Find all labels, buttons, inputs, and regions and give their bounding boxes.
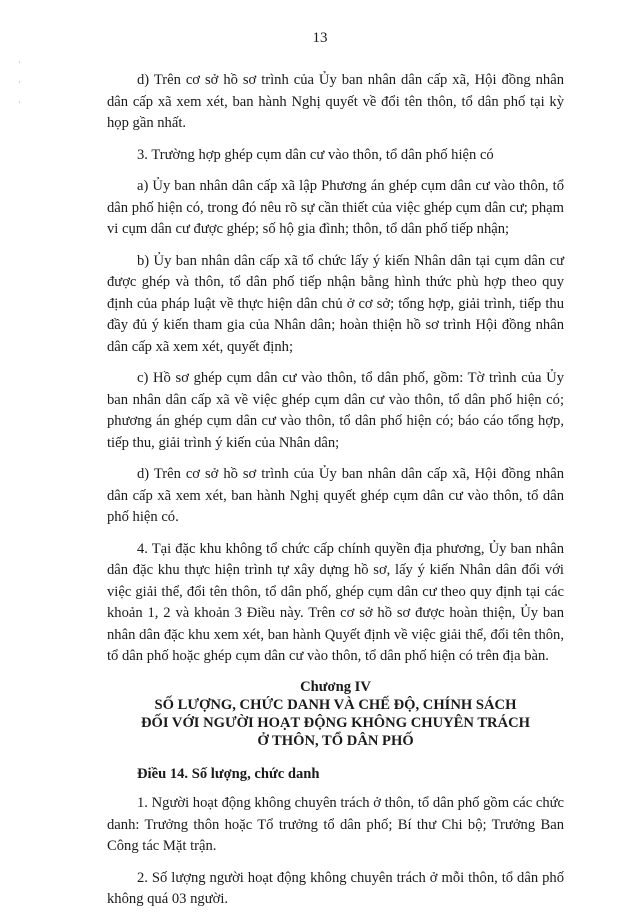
page-number: 13 xyxy=(312,30,328,46)
article-paragraph-1: 1. Người hoạt động không chuyên trách ở thôn, tổ dân phố gồm các chức danh: Trưởng thôn hoặc Tổ trưởng tổ dân phố; Bí thư Chi bộ; Trưởng Ban Công tác Mặt trận. xyxy=(107,795,564,854)
paragraph-3d: d) Trên cơ sở hồ sơ trình của Ủy ban nhân dân cấp xã, Hội đồng nhân dân cấp xã xem xét, ban hành Nghị quyết ghép cụm dân cư vào thôn, tổ dân phố hiện có. xyxy=(107,466,564,525)
paragraph-section-4: 4. Tại đặc khu không tổ chức cấp chính quyền địa phương, Ủy ban nhân dân đặc khu thực hiện trình tự xây dựng hồ sơ, lấy ý kiến Nhân dân đối với việc giải thể, đổi tên thôn, tổ dân phố, ghép cụm dân cư theo quy định tại các khoản 1, 2 và khoản 3 Điều này. Trên cơ sở hồ sơ được hoàn thiện, Ủy ban nhân dân đặc khu xem xét, ban hành Quyết định về việc giải thể, đổi tên thôn, tổ dân phố hoặc ghép cụm dân cư vào thôn, tổ dân phố hiện có trên địa bàn. xyxy=(107,540,564,664)
paragraph-3c: c) Hồ sơ ghép cụm dân cư vào thôn, tổ dân phố, gồm: Tờ trình của Ủy ban nhân dân cấp xã về việc ghép cụm dân cư vào thôn, tổ dân phố hiện có; phương án ghép cụm dân cư vào thôn, tổ dân phố hiện có; báo cáo tổng hợp, tiếp thu, giải trình ý kiến của Nhân dân; xyxy=(107,370,564,451)
paragraph-section-3: 3. Trường hợp ghép cụm dân cư vào thôn, tổ dân phố hiện có xyxy=(137,146,494,163)
paragraph-3a: a) Ủy ban nhân dân cấp xã lập Phương án ghép cụm dân cư vào thôn, tổ dân phố hiện có, trong đó nêu rõ sự cần thiết của việc ghép cụm dân cư; phạm vi cụm dân cư được ghép; số hộ gia đình; thôn, tổ dân phố tiếp nhận; xyxy=(107,178,564,237)
chapter-heading xyxy=(107,678,564,750)
paragraph-2d: d) Trên cơ sở hồ sơ trình của Ủy ban nhân dân cấp xã, Hội đồng nhân dân cấp xã xem xét, ban hành Nghị quyết về đổi tên thôn, tổ dân phố tại kỳ họp gần nhất. xyxy=(107,72,564,131)
paragraph-3b: b) Ủy ban nhân dân cấp xã tổ chức lấy ý kiến Nhân dân tại cụm dân cư được ghép và thôn, tổ dân phố tiếp nhận bằng hình thức phù hợp theo quy định của pháp luật về thực hiện dân chủ ở cơ sở; tổng hợp, giải trình, tiếp thu đầy đủ ý kiến tham gia của Nhân dân; hoàn thiện hồ sơ trình Hội đồng nhân dân cấp xã xem xét, quyết định; xyxy=(107,252,564,355)
article-paragraph-2: 2. Số lượng người hoạt động không chuyên trách ở mỗi thôn, tổ dân phố không quá 03 người. xyxy=(107,869,564,907)
document-body xyxy=(107,70,564,921)
scan-marks: · · · xyxy=(18,58,21,107)
article-title: Điều 14. Số lượng, chức danh xyxy=(137,765,320,782)
chapter-title-line-1: SỐ LƯỢNG, CHỨC DANH VÀ CHẾ ĐỘ, CHÍNH SÁCH xyxy=(154,696,517,713)
chapter-title-line-3: Ở THÔN, TỔ DÂN PHỐ xyxy=(257,732,414,749)
chapter-title-line-2: ĐỐI VỚI NGƯỜI HOẠT ĐỘNG KHÔNG CHUYÊN TRÁCH xyxy=(140,714,531,731)
chapter-number: Chương IV xyxy=(300,678,371,695)
